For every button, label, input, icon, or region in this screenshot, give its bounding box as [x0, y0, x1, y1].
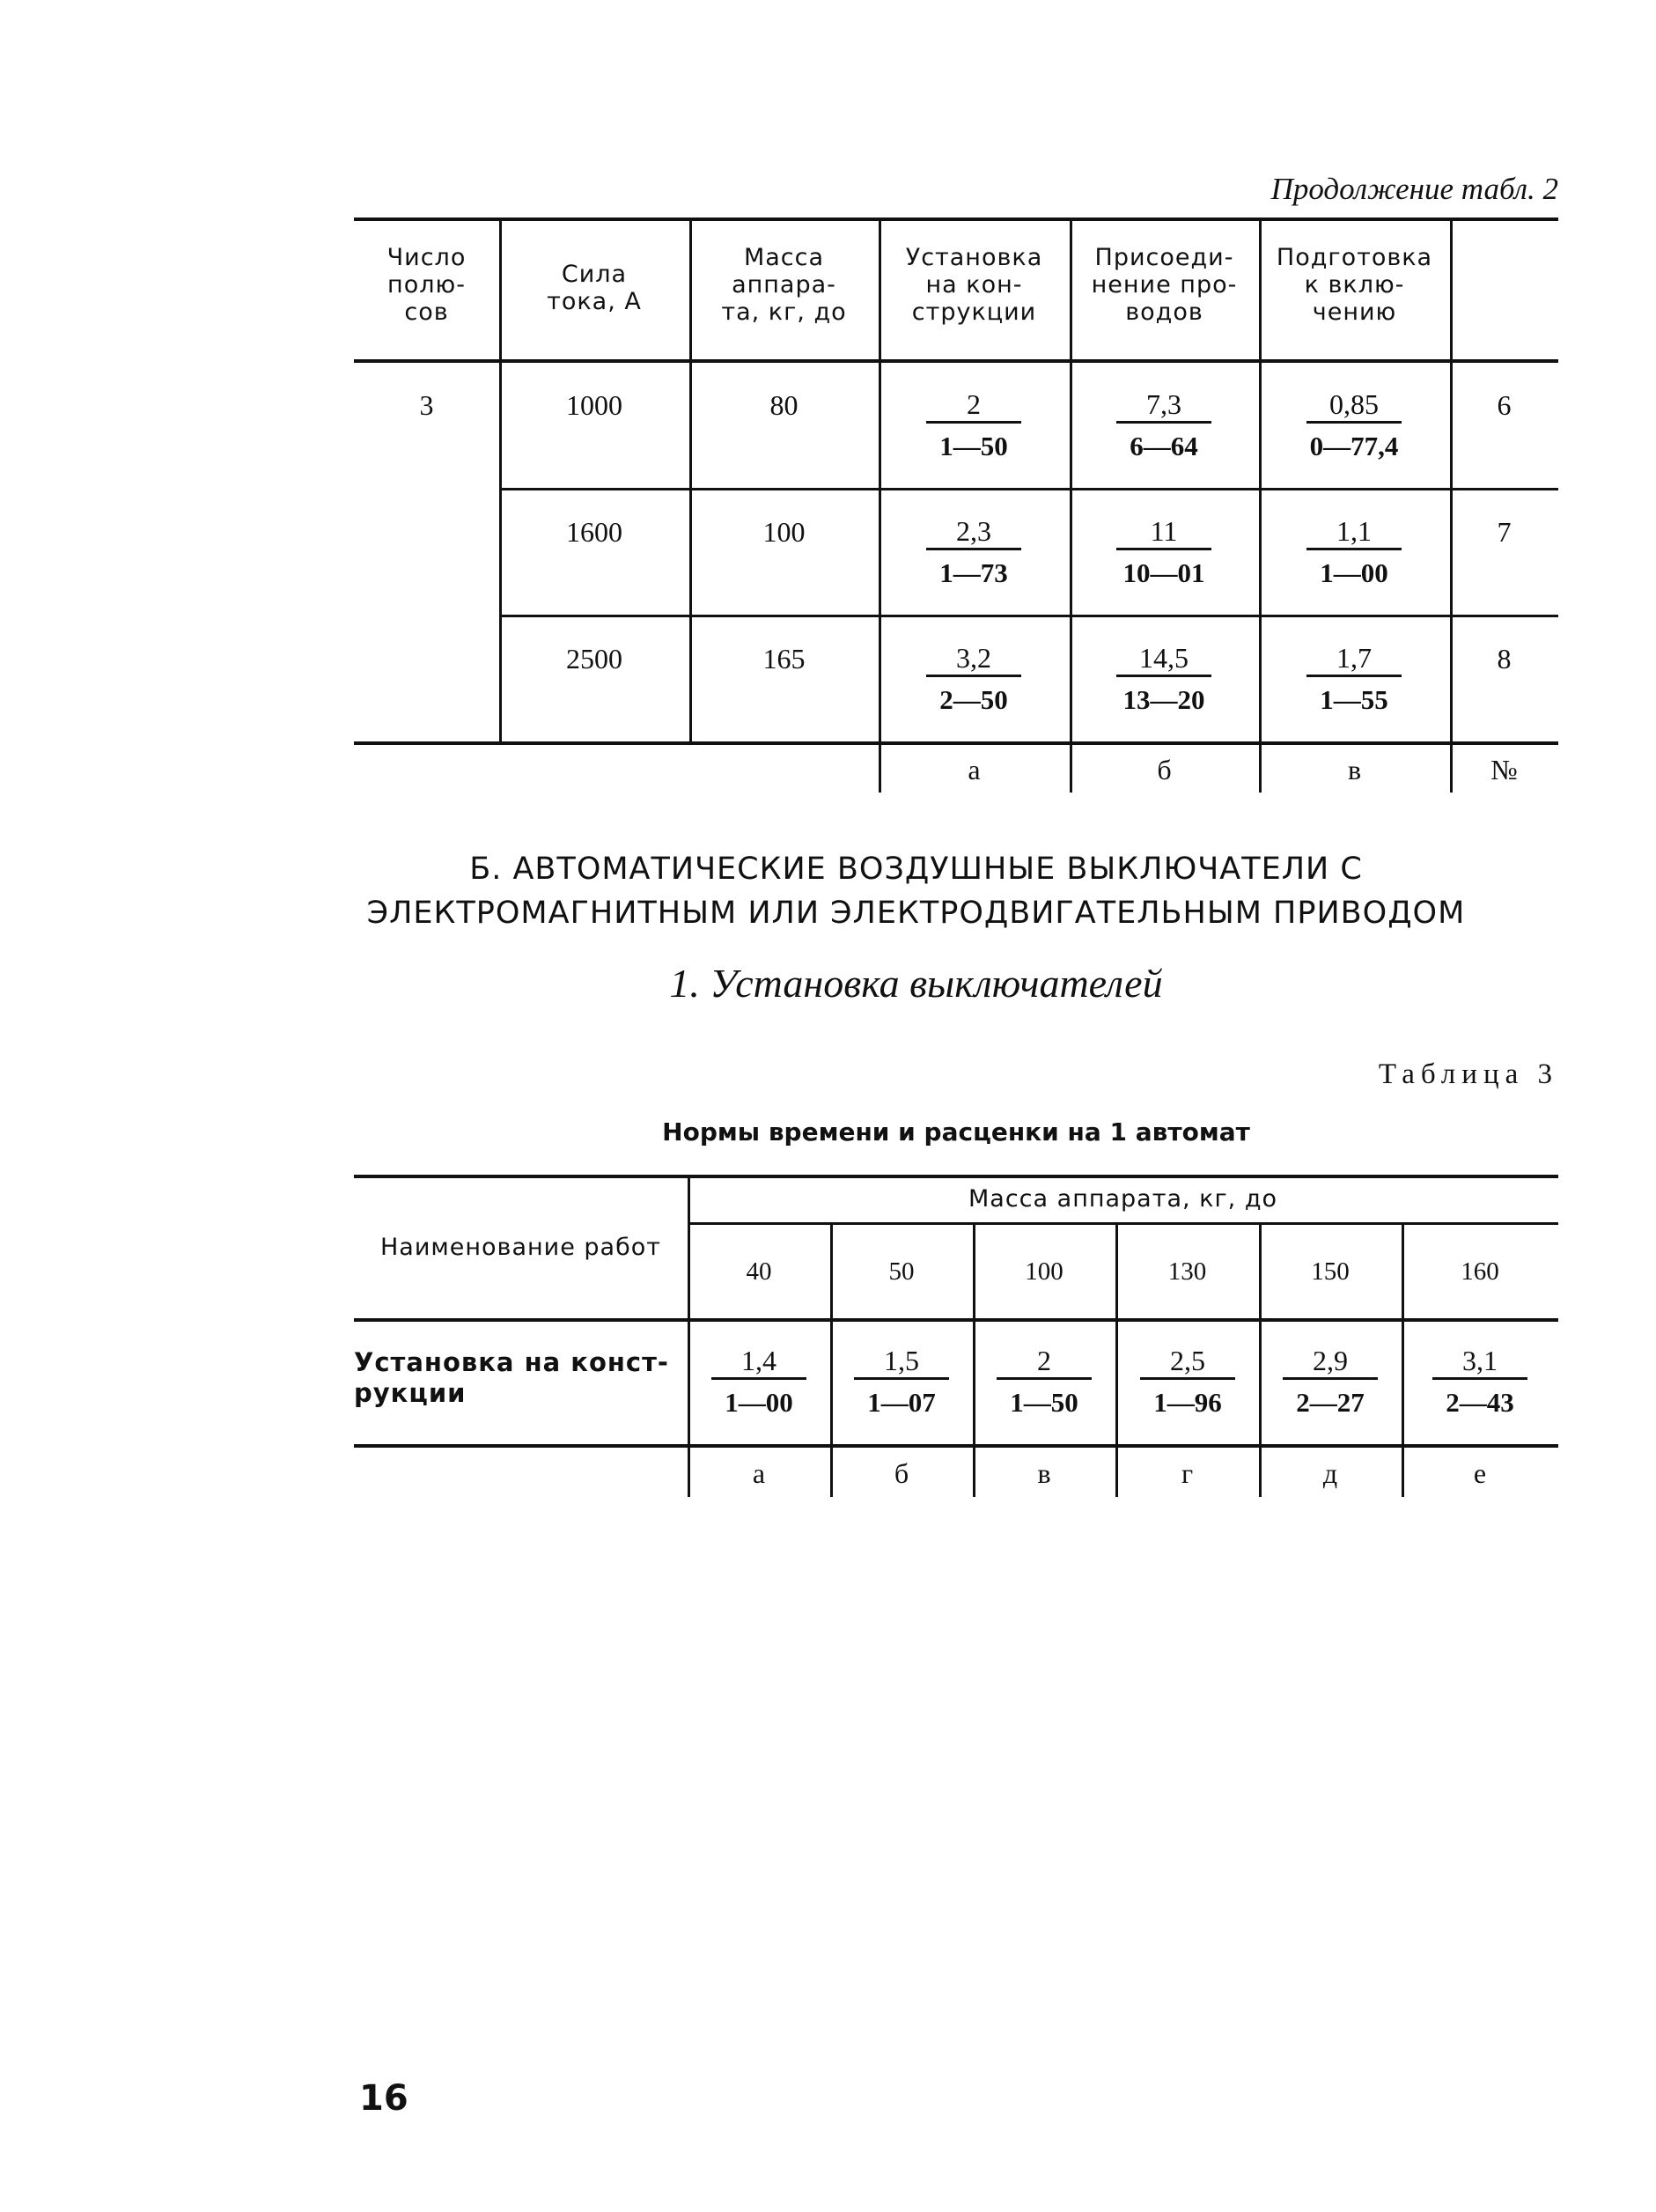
fraction-numerator: 2,5 [1170, 1345, 1205, 1376]
fraction-bar [997, 1377, 1092, 1380]
table2-column-letter: а [968, 754, 981, 785]
page-number: 16 [359, 2078, 408, 2119]
fraction-numerator: 2 [967, 388, 981, 420]
fraction-denominator: 1—07 [867, 1387, 936, 1418]
fraction-bar [1283, 1377, 1378, 1380]
fraction-denominator: 13—20 [1122, 684, 1205, 715]
table2-prepare-fraction [1292, 389, 1416, 462]
fraction-numerator: 3,2 [956, 642, 991, 674]
fraction-numerator: 1,4 [741, 1345, 776, 1376]
table2-top-rule [354, 218, 1558, 221]
table3-label: Таблица 3 [1378, 1058, 1558, 1090]
fraction-numerator: 2,3 [956, 515, 991, 547]
table2-column-letter: б [1157, 754, 1172, 785]
fraction-numerator: 7,3 [1146, 388, 1181, 420]
fraction-bar [1306, 548, 1402, 550]
table3-mass-160: 160 [1461, 1257, 1499, 1286]
fraction-denominator: 1—73 [939, 557, 1008, 588]
table3-work-name: Установка на конст- рукции [354, 1347, 669, 1408]
fraction-bar [711, 1377, 806, 1380]
table3-mass-50: 50 [888, 1257, 915, 1286]
table2-row-number: 7 [1497, 516, 1512, 548]
fraction-denominator: 1—55 [1320, 684, 1388, 715]
table2-connect-fraction [1102, 516, 1225, 589]
fraction-denominator: 1—00 [725, 1387, 793, 1418]
table3-caption: Нормы времени и расценки на 1 автомат [662, 1117, 1250, 1147]
fraction-bar [854, 1377, 949, 1380]
fraction-bar [1432, 1377, 1527, 1380]
table2-current: 1000 [566, 389, 622, 421]
table3-value-fraction [840, 1346, 963, 1419]
section-subtitle: 1. Установка выключателей [669, 961, 1163, 1006]
table3-column-letter: а [752, 1457, 766, 1489]
table2-header-mass: Масса аппара- та, кг, до [721, 244, 847, 326]
table3-bottom-rule [354, 1444, 1558, 1448]
fraction-numerator: 3,1 [1462, 1345, 1498, 1376]
table3-column-letter: в [1037, 1457, 1051, 1489]
table3-top-rule [354, 1175, 1558, 1178]
table3-header-work: Наименование работ [380, 1234, 661, 1261]
table2-row-rule [499, 615, 1558, 617]
table2-col-rule [1450, 218, 1453, 793]
fraction-denominator: 2—50 [939, 684, 1008, 715]
fraction-numerator: 1,5 [884, 1345, 919, 1376]
fraction-numerator: 11 [1150, 515, 1178, 547]
table2-connect-fraction [1102, 643, 1225, 716]
table3-value-fraction [983, 1346, 1106, 1419]
fraction-bar [1116, 548, 1211, 550]
fraction-denominator: 10—01 [1122, 557, 1205, 588]
table2-mass: 100 [762, 516, 806, 548]
table2-header-prepare: Подготовка к вклю- чению [1276, 244, 1433, 326]
table2-column-letter: № [1490, 754, 1518, 785]
continuation-note: Продолжение табл. 2 [1270, 172, 1558, 206]
fraction-bar [1116, 675, 1211, 677]
table3-col-rule [688, 1175, 690, 1497]
table3-mass-130: 130 [1167, 1257, 1207, 1286]
section-title-line: ЭЛЕКТРОМАГНИТНЫМ ИЛИ ЭЛЕКТРОДВИГАТЕЛЬНЫМ ПРИВОДОМ [366, 896, 1466, 931]
table2-header-current: Сила тока, А [547, 261, 642, 315]
fraction-numerator: 1,1 [1336, 515, 1372, 547]
table3-mass-100: 100 [1025, 1257, 1064, 1286]
table3-value-fraction [1418, 1346, 1542, 1419]
table2-connect-fraction [1102, 389, 1225, 462]
table2-prepare-fraction [1292, 516, 1416, 589]
table2-current: 1600 [566, 516, 622, 548]
fraction-denominator: 1—00 [1320, 557, 1388, 588]
table2-row-number: 6 [1497, 389, 1512, 421]
fraction-numerator: 1,7 [1336, 642, 1372, 674]
table2-install-fraction [912, 389, 1035, 462]
table3-header-rule [354, 1318, 1558, 1322]
fraction-denominator: 2—43 [1446, 1387, 1514, 1418]
fraction-bar [1116, 421, 1211, 424]
table2-header-connect: Присоеди- нение про- водов [1091, 244, 1238, 326]
table3-column-letter: г [1181, 1457, 1194, 1489]
fraction-numerator: 14,5 [1139, 642, 1189, 674]
table3-column-letter: е [1473, 1457, 1487, 1489]
fraction-numerator: 0,85 [1329, 388, 1379, 420]
table3-mass-40: 40 [746, 1257, 772, 1286]
table2-column-letter: в [1347, 754, 1362, 785]
fraction-denominator: 6—64 [1130, 431, 1198, 461]
table2-bottom-rule [354, 741, 1558, 745]
table2-header-rule [354, 359, 1558, 363]
table2-header-poles: Число полю- сов [386, 244, 467, 326]
table2-row-rule [499, 488, 1558, 490]
fraction-denominator: 0—77,4 [1309, 431, 1399, 461]
table3-column-letter: д [1322, 1457, 1338, 1489]
table2-header-install: Установка на кон- струкции [905, 244, 1043, 326]
table3-value-fraction [1126, 1346, 1249, 1419]
table2-mass: 165 [762, 643, 806, 675]
fraction-numerator: 2,9 [1313, 1345, 1348, 1376]
table2-install-fraction [912, 643, 1035, 716]
table2-prepare-fraction [1292, 643, 1416, 716]
table2-row-number: 8 [1497, 643, 1512, 675]
fraction-bar [1306, 675, 1402, 677]
fraction-bar [1140, 1377, 1235, 1380]
table2-mass: 80 [769, 389, 799, 421]
table3-value-fraction [697, 1346, 821, 1419]
table3-header-mass: Масса аппарата, кг, до [968, 1185, 1278, 1213]
fraction-numerator: 2 [1037, 1345, 1051, 1376]
fraction-denominator: 1—50 [939, 431, 1008, 461]
section-title [264, 847, 1568, 935]
table3-column-letter: б [894, 1457, 909, 1489]
table3-mass-rule [688, 1222, 1558, 1225]
fraction-bar [926, 675, 1021, 677]
fraction-denominator: 2—27 [1296, 1387, 1365, 1418]
fraction-denominator: 1—96 [1153, 1387, 1222, 1418]
section-title-line: Б. АВТОМАТИЧЕСКИЕ ВОЗДУШНЫЕ ВЫКЛЮЧАТЕЛИ С [469, 852, 1363, 887]
table2-poles-value: 3 [419, 389, 434, 421]
table3-value-fraction [1269, 1346, 1392, 1419]
fraction-denominator: 1—50 [1010, 1387, 1078, 1418]
table2-current: 2500 [566, 643, 622, 675]
table2-install-fraction [912, 516, 1035, 589]
fraction-bar [926, 548, 1021, 550]
fraction-bar [1306, 421, 1402, 424]
table3-mass-150: 150 [1311, 1257, 1350, 1286]
fraction-bar [926, 421, 1021, 424]
